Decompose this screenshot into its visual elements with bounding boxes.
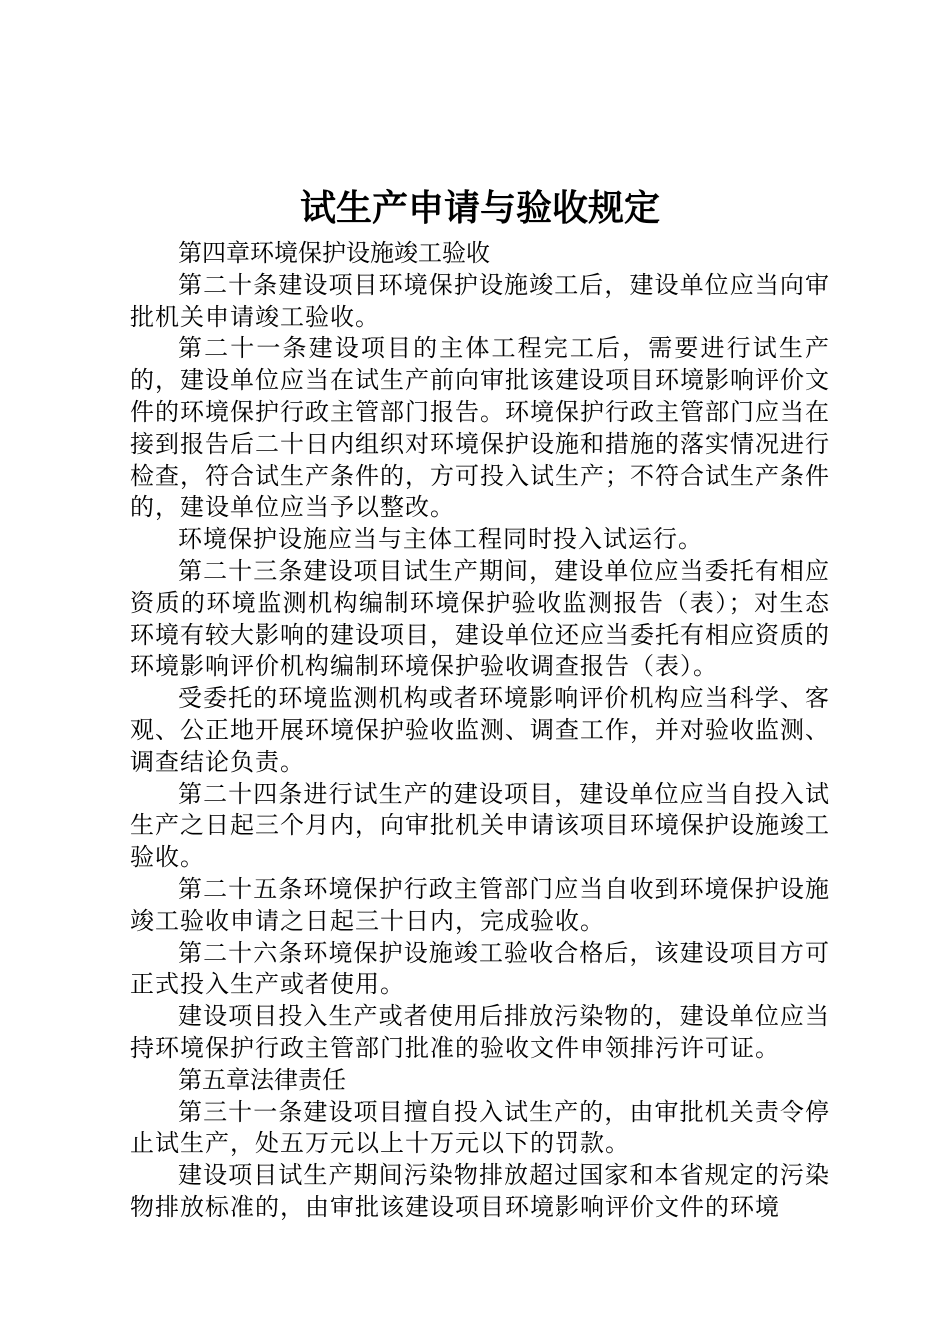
paragraph: 第三十一条建设项目擅自投入试生产的，由审批机关责令停止试生产，处五万元以上十万元以下的罚款。 [130, 1097, 830, 1158]
paragraph: 第二十条建设项目环境保护设施竣工后，建设单位应当向审批机关申请竣工验收。 [130, 270, 830, 331]
paragraph: 第二十四条进行试生产的建设项目，建设单位应当自投入试生产之日起三个月内，向审批机关申请该项目环境保护设施竣工验收。 [130, 779, 830, 872]
paragraph: 第二十三条建设项目试生产期间，建设单位应当委托有相应资质的环境监测机构编制环境保护验收监测报告（表）；对生态环境有较大影响的建设项目，建设单位还应当委托有相应资质的环境影响评价机构编制环境保护验收调查报告（表）。 [130, 556, 830, 681]
document-title: 试生产申请与验收规定 [299, 187, 660, 229]
chapter-heading: 第五章法律责任 [178, 1065, 346, 1094]
paragraph: 第二十五条环境保护行政主管部门应当自收到环境保护设施竣工验收申请之日起三十日内，完成验收。 [130, 874, 830, 935]
paragraph: 第二十六条环境保护设施竣工验收合格后，该建设项目方可正式投入生产或者使用。 [130, 938, 830, 999]
paragraph: 第二十一条建设项目的主体工程完工后，需要进行试生产的，建设单位应当在试生产前向审批该建设项目环境影响评价文件的环境保护行政主管部门报告。环境保护行政主管部门应当在接到报告后二十日内组织对环境保护设施和措施的落实情况进行检查，符合试生产条件的，方可投入试生产；不符合试生产条件的，建设单位应当予以整改。 [130, 334, 830, 522]
paragraph: 建设项目试生产期间污染物排放超过国家和本省规定的污染物排放标准的，由审批该建设项目环境影响评价文件的环境 [130, 1161, 830, 1221]
chapter-heading: 第四章环境保护设施竣工验收 [178, 239, 490, 267]
paragraph: 环境保护设施应当与主体工程同时投入试运行。 [178, 525, 703, 554]
document-body [130, 238, 830, 1224]
paragraph: 受委托的环境监测机构或者环境影响评价机构应当科学、客观、公正地开展环境保护验收监测、调查工作，并对验收监测、调查结论负责。 [130, 684, 830, 776]
paragraph: 建设项目投入生产或者使用后排放污染物的，建设单位应当持环境保护行政主管部门批准的验收文件申领排污许可证。 [130, 1002, 830, 1062]
document-page [130, 182, 830, 1224]
